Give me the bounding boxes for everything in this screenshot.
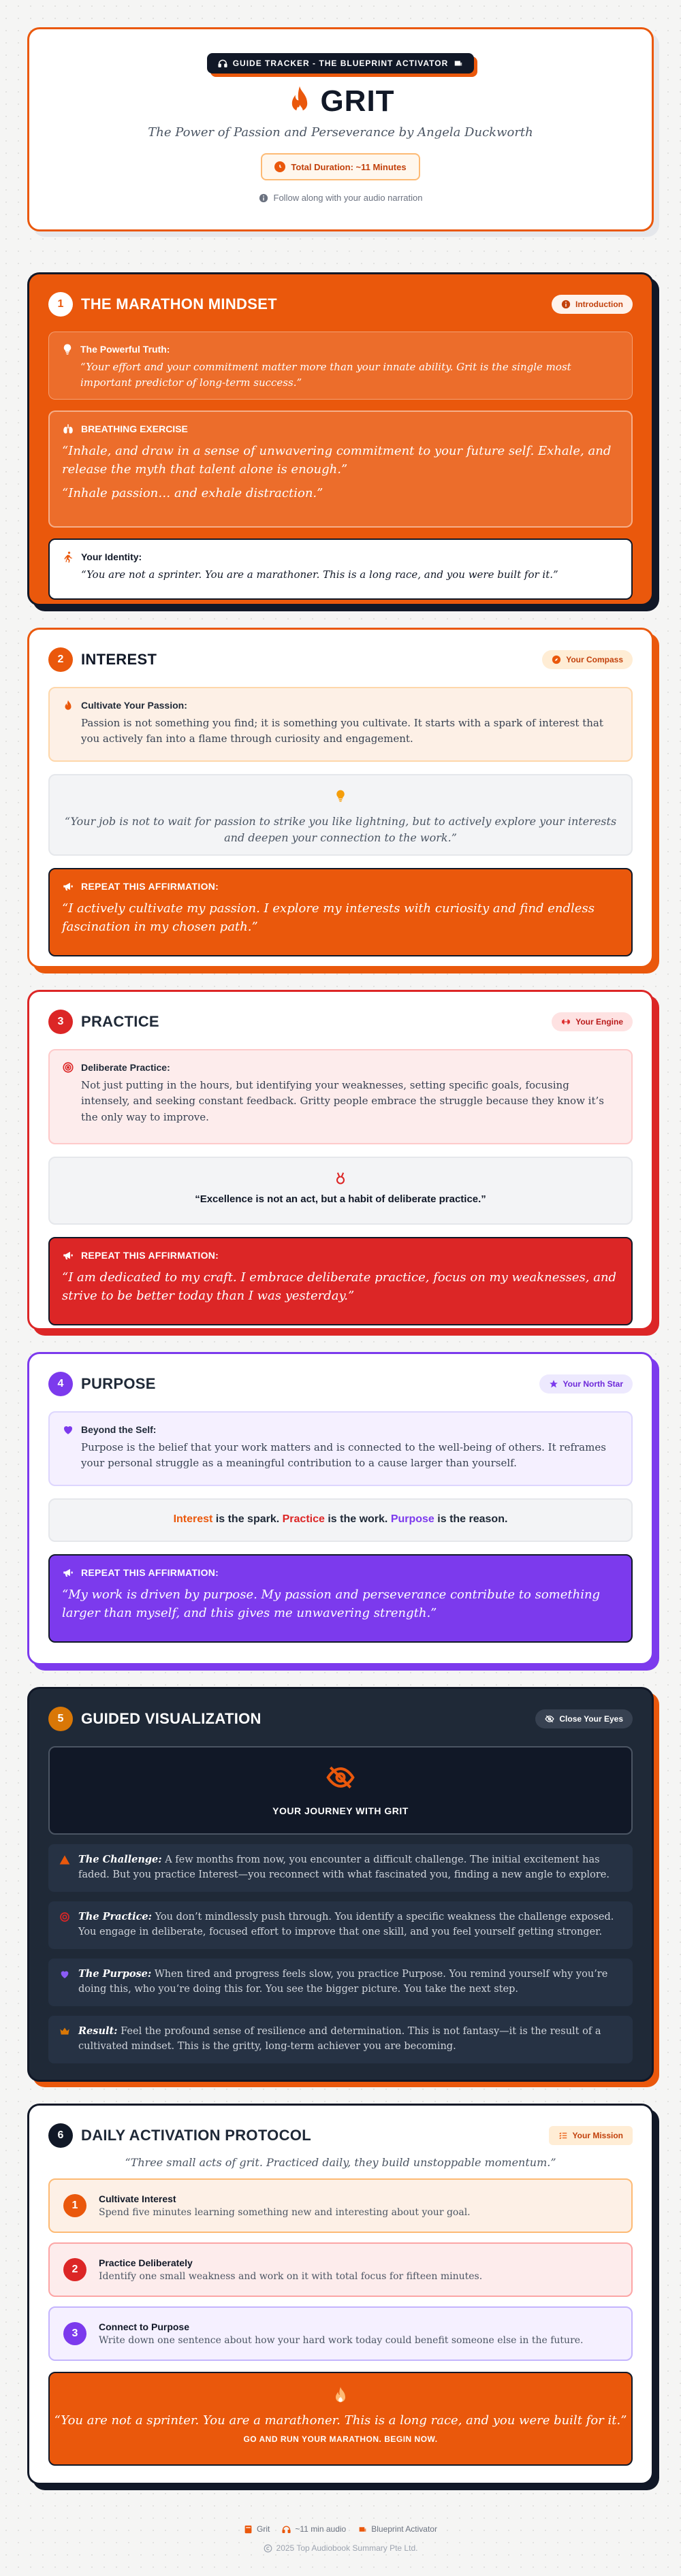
- heart-icon: [62, 1423, 74, 1436]
- text-spark: is the spark.: [212, 1513, 283, 1525]
- flame-icon: [286, 85, 313, 118]
- follow-text: Follow along with your audio narration: [273, 193, 423, 203]
- visualization-step: [48, 1844, 633, 1892]
- section-guided-visualization: [27, 1687, 654, 2082]
- section-title: PURPOSE: [81, 1375, 156, 1392]
- medal-icon: [334, 1172, 347, 1185]
- interest-quote-box: [48, 774, 633, 856]
- section-badge: [552, 1012, 633, 1031]
- step-label: The Practice:: [78, 1911, 152, 1922]
- truth-title: The Powerful Truth:: [80, 344, 170, 355]
- section-badge-text: Your Engine: [575, 1017, 623, 1027]
- affirmation-text: “I actively cultivate my passion. I explore my interests with curiosity and find endless fascination in my chosen path.”: [62, 901, 595, 934]
- protocol-intro: “Three small acts of grit. Practiced daily, they build unstoppable momentum.”: [125, 2156, 556, 2169]
- protocol-desc: Identify one small weakness and work on it with total focus for fifteen minutes.: [99, 2271, 483, 2282]
- section-title: THE MARATHON MINDSET: [81, 295, 277, 312]
- info-icon: [561, 300, 571, 309]
- section-practice: [27, 990, 654, 1330]
- text-work: is the work.: [324, 1513, 391, 1525]
- interest-quote: “Your job is not to wait for passion to strike you like lightning, but to actively explore your interests and deepen your connection to the work.”: [64, 815, 617, 844]
- lungs-icon: [62, 423, 74, 435]
- section-badge: [549, 2126, 633, 2145]
- footer-activator-text: Blueprint Activator: [371, 2524, 437, 2534]
- section-daily-activation: [27, 2104, 654, 2485]
- brand: [29, 84, 652, 118]
- cultivate-title: Cultivate Your Passion:: [81, 700, 187, 711]
- protocol-title: Cultivate Interest: [99, 2193, 176, 2204]
- footer-audio-text: ~11 min audio: [295, 2524, 347, 2534]
- star-icon: [549, 1379, 558, 1389]
- word-interest: Interest: [173, 1513, 213, 1525]
- interest-affirmation-box: [48, 868, 633, 956]
- affirmation-label: REPEAT THIS AFFIRMATION:: [81, 881, 219, 892]
- step-label: The Purpose:: [78, 1968, 152, 1980]
- crown-icon: [59, 2026, 70, 2037]
- protocol-title: Practice Deliberately: [99, 2257, 193, 2268]
- journey-box: [48, 1746, 633, 1835]
- section-interest: [27, 628, 654, 968]
- compass-icon: [552, 655, 561, 664]
- journey-title: YOUR JOURNEY WITH GRIT: [272, 1805, 409, 1816]
- deliberate-text: Not just putting in the hours, but identifying your weaknesses, setting specific goals, focusing intensely, and seeking constant feedback. Gritty people embrace the struggle because they know it’s the only way to improve.: [81, 1079, 604, 1123]
- section-badge-text: Close Your Eyes: [559, 1714, 623, 1724]
- section-number: 3: [48, 1010, 73, 1034]
- beyond-self-title: Beyond the Self:: [81, 1424, 157, 1435]
- lightbulb-icon: [61, 343, 74, 355]
- final-call-box: [48, 2372, 633, 2466]
- copyright-text: 2025 Top Audiobook Summary Pte Ltd.: [276, 2543, 418, 2553]
- cultivate-passion-box: [48, 687, 633, 762]
- section-badge: [535, 1709, 633, 1728]
- affirmation-label: REPEAT THIS AFFIRMATION:: [81, 1567, 219, 1578]
- purpose-affirmation-box: [48, 1554, 633, 1643]
- practice-quote-box: [48, 1157, 633, 1225]
- blueprint-icon: [358, 2525, 367, 2534]
- step-text: When tired and progress feels slow, you practice Purpose. You remind yourself why you’re doing this, who you’re doing this for. You see the bigger picture. You take the next step.: [78, 1969, 608, 1995]
- cultivate-text: Passion is not something you find; it is something you cultivate. It starts with a spark of interest that you actively fan into a flame through curiosity and engagement.: [81, 717, 603, 745]
- section-title: PRACTICE: [81, 1013, 159, 1030]
- beyond-self-text: Purpose is the belief that your work matters and is connected to the well-being of others. It reframes your personal struggle as a meaningful contribution to a cause larger than yourself.: [81, 1441, 606, 1470]
- step-text: Feel the profound sense of resilience and determination. This is not fantasy—it is the result of a cultivated mindset. This is the gritty, long-term achiever you are becoming.: [78, 2026, 601, 2052]
- section-title: GUIDED VISUALIZATION: [81, 1710, 262, 1727]
- final-cta: GO AND RUN YOUR MARATHON. BEGIN NOW.: [243, 2434, 438, 2444]
- visualization-step: [48, 1959, 633, 2006]
- beyond-self-box: [48, 1411, 633, 1486]
- affirmation-label: REPEAT THIS AFFIRMATION:: [81, 1250, 219, 1261]
- blueprint-icon: [454, 59, 463, 68]
- subtitle: The Power of Passion and Perseverance by Angela Duckworth: [148, 125, 533, 140]
- affirmation-text: “My work is driven by purpose. My passion and perseverance contribute to something larger than myself, and this gives me unwavering strength.”: [62, 1588, 601, 1620]
- warning-triangle-icon: [59, 1854, 70, 1865]
- visualization-step: [48, 2016, 633, 2063]
- eye-slash-icon: [326, 1762, 355, 1792]
- visualization-step: [48, 1901, 633, 1949]
- protocol-desc: Spend five minutes learning something new and interesting about your goal.: [99, 2207, 471, 2218]
- section-purpose: [27, 1352, 654, 1665]
- practice-affirmation-box: [48, 1237, 633, 1325]
- copyright-icon: [264, 2544, 272, 2553]
- clock-icon: [274, 161, 285, 172]
- protocol-item: [48, 2242, 633, 2297]
- info-icon: [259, 193, 268, 203]
- page-title: GRIT: [320, 84, 395, 118]
- checklist-icon: [558, 2131, 568, 2140]
- section-badge-text: Your Compass: [566, 655, 623, 664]
- footer-grit: [244, 2524, 270, 2534]
- follow-note: [29, 193, 652, 203]
- identity-title: Your Identity:: [81, 551, 142, 562]
- protocol-number: 1: [63, 2194, 86, 2217]
- section-number: 6: [48, 2123, 73, 2148]
- protocol-title: Connect to Purpose: [99, 2321, 190, 2332]
- powerful-truth-box: [48, 332, 633, 400]
- breathing-exercise-box: [48, 410, 633, 528]
- breathing-title: BREATHING EXERCISE: [81, 423, 188, 434]
- lightbulb-icon: [334, 789, 347, 803]
- footer: [27, 2524, 654, 2553]
- header-card: [27, 27, 654, 231]
- section-badge-text: Your North Star: [563, 1379, 623, 1389]
- section-badge: [539, 1374, 633, 1394]
- deliberate-title: Deliberate Practice:: [81, 1062, 170, 1073]
- step-label: The Challenge:: [78, 1854, 162, 1865]
- practice-quote: “Excellence is not an act, but a habit of deliberate practice.”: [195, 1193, 486, 1205]
- section-number: 1: [48, 292, 73, 317]
- megaphone-icon: [62, 1566, 74, 1579]
- guide-tag-text: GUIDE TRACKER - THE BLUEPRINT ACTIVATOR: [232, 59, 449, 68]
- deliberate-practice-box: [48, 1049, 633, 1144]
- word-purpose: Purpose: [390, 1513, 434, 1525]
- step-label: Result:: [78, 2025, 118, 2037]
- truth-text: “Your effort and your commitment matter more than your innate ability. Grit is the single most important predictor of long-term success.”: [80, 361, 571, 389]
- word-practice: Practice: [282, 1513, 325, 1525]
- target-icon: [59, 1912, 70, 1922]
- heart-icon: [59, 1969, 70, 1980]
- section-title: INTEREST: [81, 651, 157, 668]
- book-icon: [244, 2525, 253, 2534]
- duration-badge: [261, 153, 419, 180]
- section-title: DAILY ACTIVATION PROTOCOL: [81, 2127, 311, 2144]
- headphones-icon: [218, 59, 227, 68]
- breathing-quote-2: “Inhale passion… and exhale distraction.”: [62, 486, 323, 500]
- section-badge: [552, 295, 633, 314]
- section-badge-text: Your Mission: [572, 2131, 623, 2140]
- target-icon: [62, 1061, 74, 1074]
- footer-copyright: [27, 2543, 654, 2553]
- step-text: A few months from now, you encounter a difficult challenge. The initial excitement has faded. But you practice Interest—you reconnect with what fascinated you, finding a new angle to explore.: [78, 1854, 609, 1881]
- section-number: 5: [48, 1707, 73, 1731]
- step-text: You don’t mindlessly push through. You identify a specific weakness the challenge exposed. You engage in deliberate, focused effort to improve that one skill, and you feel yourself getting stronger.: [78, 1912, 614, 1938]
- affirmation-text: “I am dedicated to my craft. I embrace deliberate practice, focus on my weaknesses, and strive to be better today than I was yesterday.”: [62, 1270, 617, 1303]
- protocol-number: 2: [63, 2258, 86, 2281]
- headphones-icon: [282, 2525, 291, 2534]
- section-badge: [542, 650, 633, 669]
- megaphone-icon: [62, 880, 74, 892]
- protocol-item: [48, 2178, 633, 2233]
- section-number: 4: [48, 1372, 73, 1396]
- megaphone-icon: [62, 1249, 74, 1261]
- spark-work-reason-box: [48, 1498, 633, 1542]
- breathing-quote-1: “Inhale, and draw in a sense of unwavering commitment to your future self. Exhale, and release the myth that talent alone is enough.”: [62, 444, 612, 477]
- footer-grit-text: Grit: [257, 2524, 270, 2534]
- protocol-desc: Write down one sentence about how your hard work today could benefit someone else in the future.: [99, 2335, 584, 2346]
- footer-audio: [282, 2524, 346, 2534]
- flame-icon: [62, 699, 74, 711]
- flame-icon: [331, 2385, 350, 2404]
- eye-slash-icon: [545, 1714, 554, 1724]
- guide-tag: [207, 53, 475, 74]
- section-marathon-mindset: [27, 272, 654, 606]
- final-quote: “You are not a sprinter. You are a marathoner. This is a long race, and you were built for it.”: [54, 2413, 627, 2428]
- identity-text: “You are not a sprinter. You are a marathoner. This is a long race, and you were built for it.”: [81, 568, 558, 581]
- dumbbell-icon: [561, 1017, 571, 1027]
- section-badge-text: Introduction: [575, 300, 623, 309]
- footer-activator: [358, 2524, 437, 2534]
- runner-icon: [62, 551, 74, 563]
- duration-text: Total Duration: ~11 Minutes: [291, 161, 407, 172]
- section-number: 2: [48, 647, 73, 672]
- identity-box: [48, 538, 633, 600]
- text-reason: is the reason.: [434, 1513, 508, 1525]
- protocol-number: 3: [63, 2322, 86, 2345]
- protocol-item: [48, 2306, 633, 2361]
